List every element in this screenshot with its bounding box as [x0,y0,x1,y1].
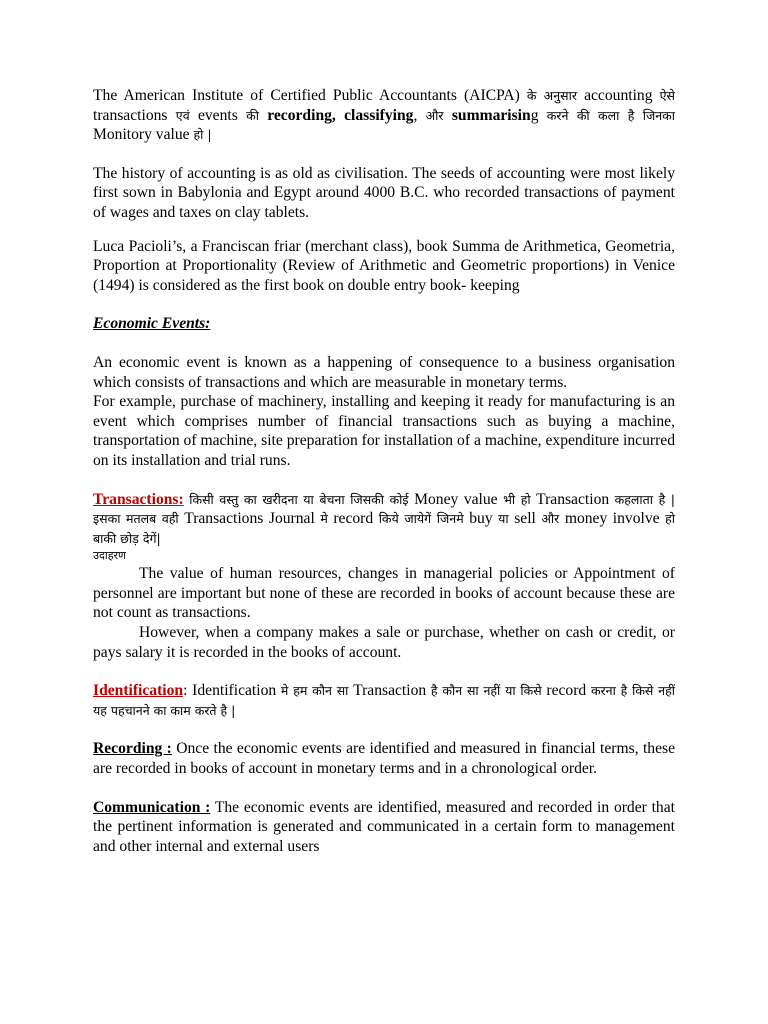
hindi-text: हो बाकी छोड़ देगें| [93,511,675,546]
hindi-text: करना है किसे नहीं यह पहचानने का काम करते है | [93,683,675,718]
hindi-text: की [246,107,259,123]
text-span: Transaction [348,682,431,700]
recording-heading: Recording : [93,740,172,758]
hindi-text: कहलाता है | इसका मतलब वही [93,491,675,527]
communication-paragraph [93,798,675,857]
text-span: record [327,510,379,528]
hindi-text: एवं [175,107,190,123]
text-span: g [530,106,547,124]
non-transaction-example: The value of human resources, changes in managerial policies or Appointment of personnel are important but none of these are recorded in books of account because these are not count as transactions. [93,565,675,622]
aicpa-definition-paragraph [93,86,675,145]
text-span: Monitory value [93,126,194,144]
text-span: : Identification [183,682,281,700]
bold-term-summarising: summarisin [451,106,531,124]
hindi-text: और [541,511,560,527]
text-span: buy [463,510,499,528]
identification-heading: Identification [93,682,184,700]
economic-event-definition: An economic event is known as a happening of consequence to a business organisation which consists of transactions and which are measurable in monetary terms. [93,353,675,391]
pacioli-paragraph: Luca Pacioli’s, a Franciscan friar (merchant class), book Summa de Arithmetica, Geometria, Proportion at Proportionality (Review of Arithmetic and Geometric proportions) in Venice (1494) is considered as the first book on double entry book- keeping [93,237,675,294]
hindi-text: करने की कला है जिनका [546,107,675,123]
hindi-text: किसी वस्तु का खरीदना या बेचना जिसकी कोई [183,491,415,507]
hindi-text: हो | [193,127,212,143]
economic-events-heading [93,314,675,334]
text-span: accounting [576,87,660,104]
hindi-text: ऐसे [659,88,675,103]
hindi-text: मे हम कौन सा [280,683,349,699]
hindi-text: भी हो [503,491,531,507]
hindi-text: के अनुसार [526,88,577,103]
hindi-text: और [425,107,444,123]
communication-heading: Communication : [93,798,211,816]
bold-term-recording: recording [267,106,332,124]
economic-event-example: For example, purchase of machinery, installing and keeping it ready for manufacturing is an event which comprises number of financial transactions such as buying a machine, transportation of machine, site preparation for installation of a machine, expenditure incurred on its installation and trial runs. [93,393,675,469]
communication-text: The economic events are identified, measured and recorded in order that the pertinent information is generated and communicated in a certain form to management and other internal and external users [93,798,675,855]
text-span: Transaction [530,490,615,508]
identification-paragraph [93,681,675,720]
text-span: events [189,106,247,124]
bold-term-classifying: classifying [344,106,414,124]
recording-text: Once the economic events are identified and measured in financial terms, these are recorded in books of account in monetary terms and in a chronological order. [93,740,675,778]
recording-paragraph [93,739,675,778]
text-span: Transactions Journal [178,510,321,528]
text-span: , [413,106,426,124]
text-span: Money value [414,490,504,508]
hindi-text: है कौन सा नहीं या किसे [430,683,542,699]
document-page [93,86,675,856]
text-span: transactions [93,106,176,124]
example-label: उदाहरण [93,549,127,563]
hindi-text: मे [320,511,328,527]
transactions-heading: Transactions: [93,490,184,508]
transaction-example: However, when a company makes a sale or purchase, whether on cash or credit, or pays salary it is recorded in the books of account. [93,624,675,661]
transactions-paragraph [93,490,675,549]
text-span: , [331,106,345,124]
text-span: The American Institute of Certified Public Accountants (AICPA) [93,87,527,104]
heading-text: Economic Events: [93,315,211,333]
hindi-text: किये जायेगें जिनमे [378,511,464,527]
text-span: money involve [559,510,666,528]
text-span: sell [508,510,542,528]
text-span: record [541,682,591,700]
history-paragraph: The history of accounting is as old as civilisation. The seeds of accounting were most likely first sown in Babylonia and Egypt around 4000 B.C. who recorded transactions of payment of wages and taxes on clay tablets. [93,164,675,221]
hindi-text: या [498,511,509,527]
